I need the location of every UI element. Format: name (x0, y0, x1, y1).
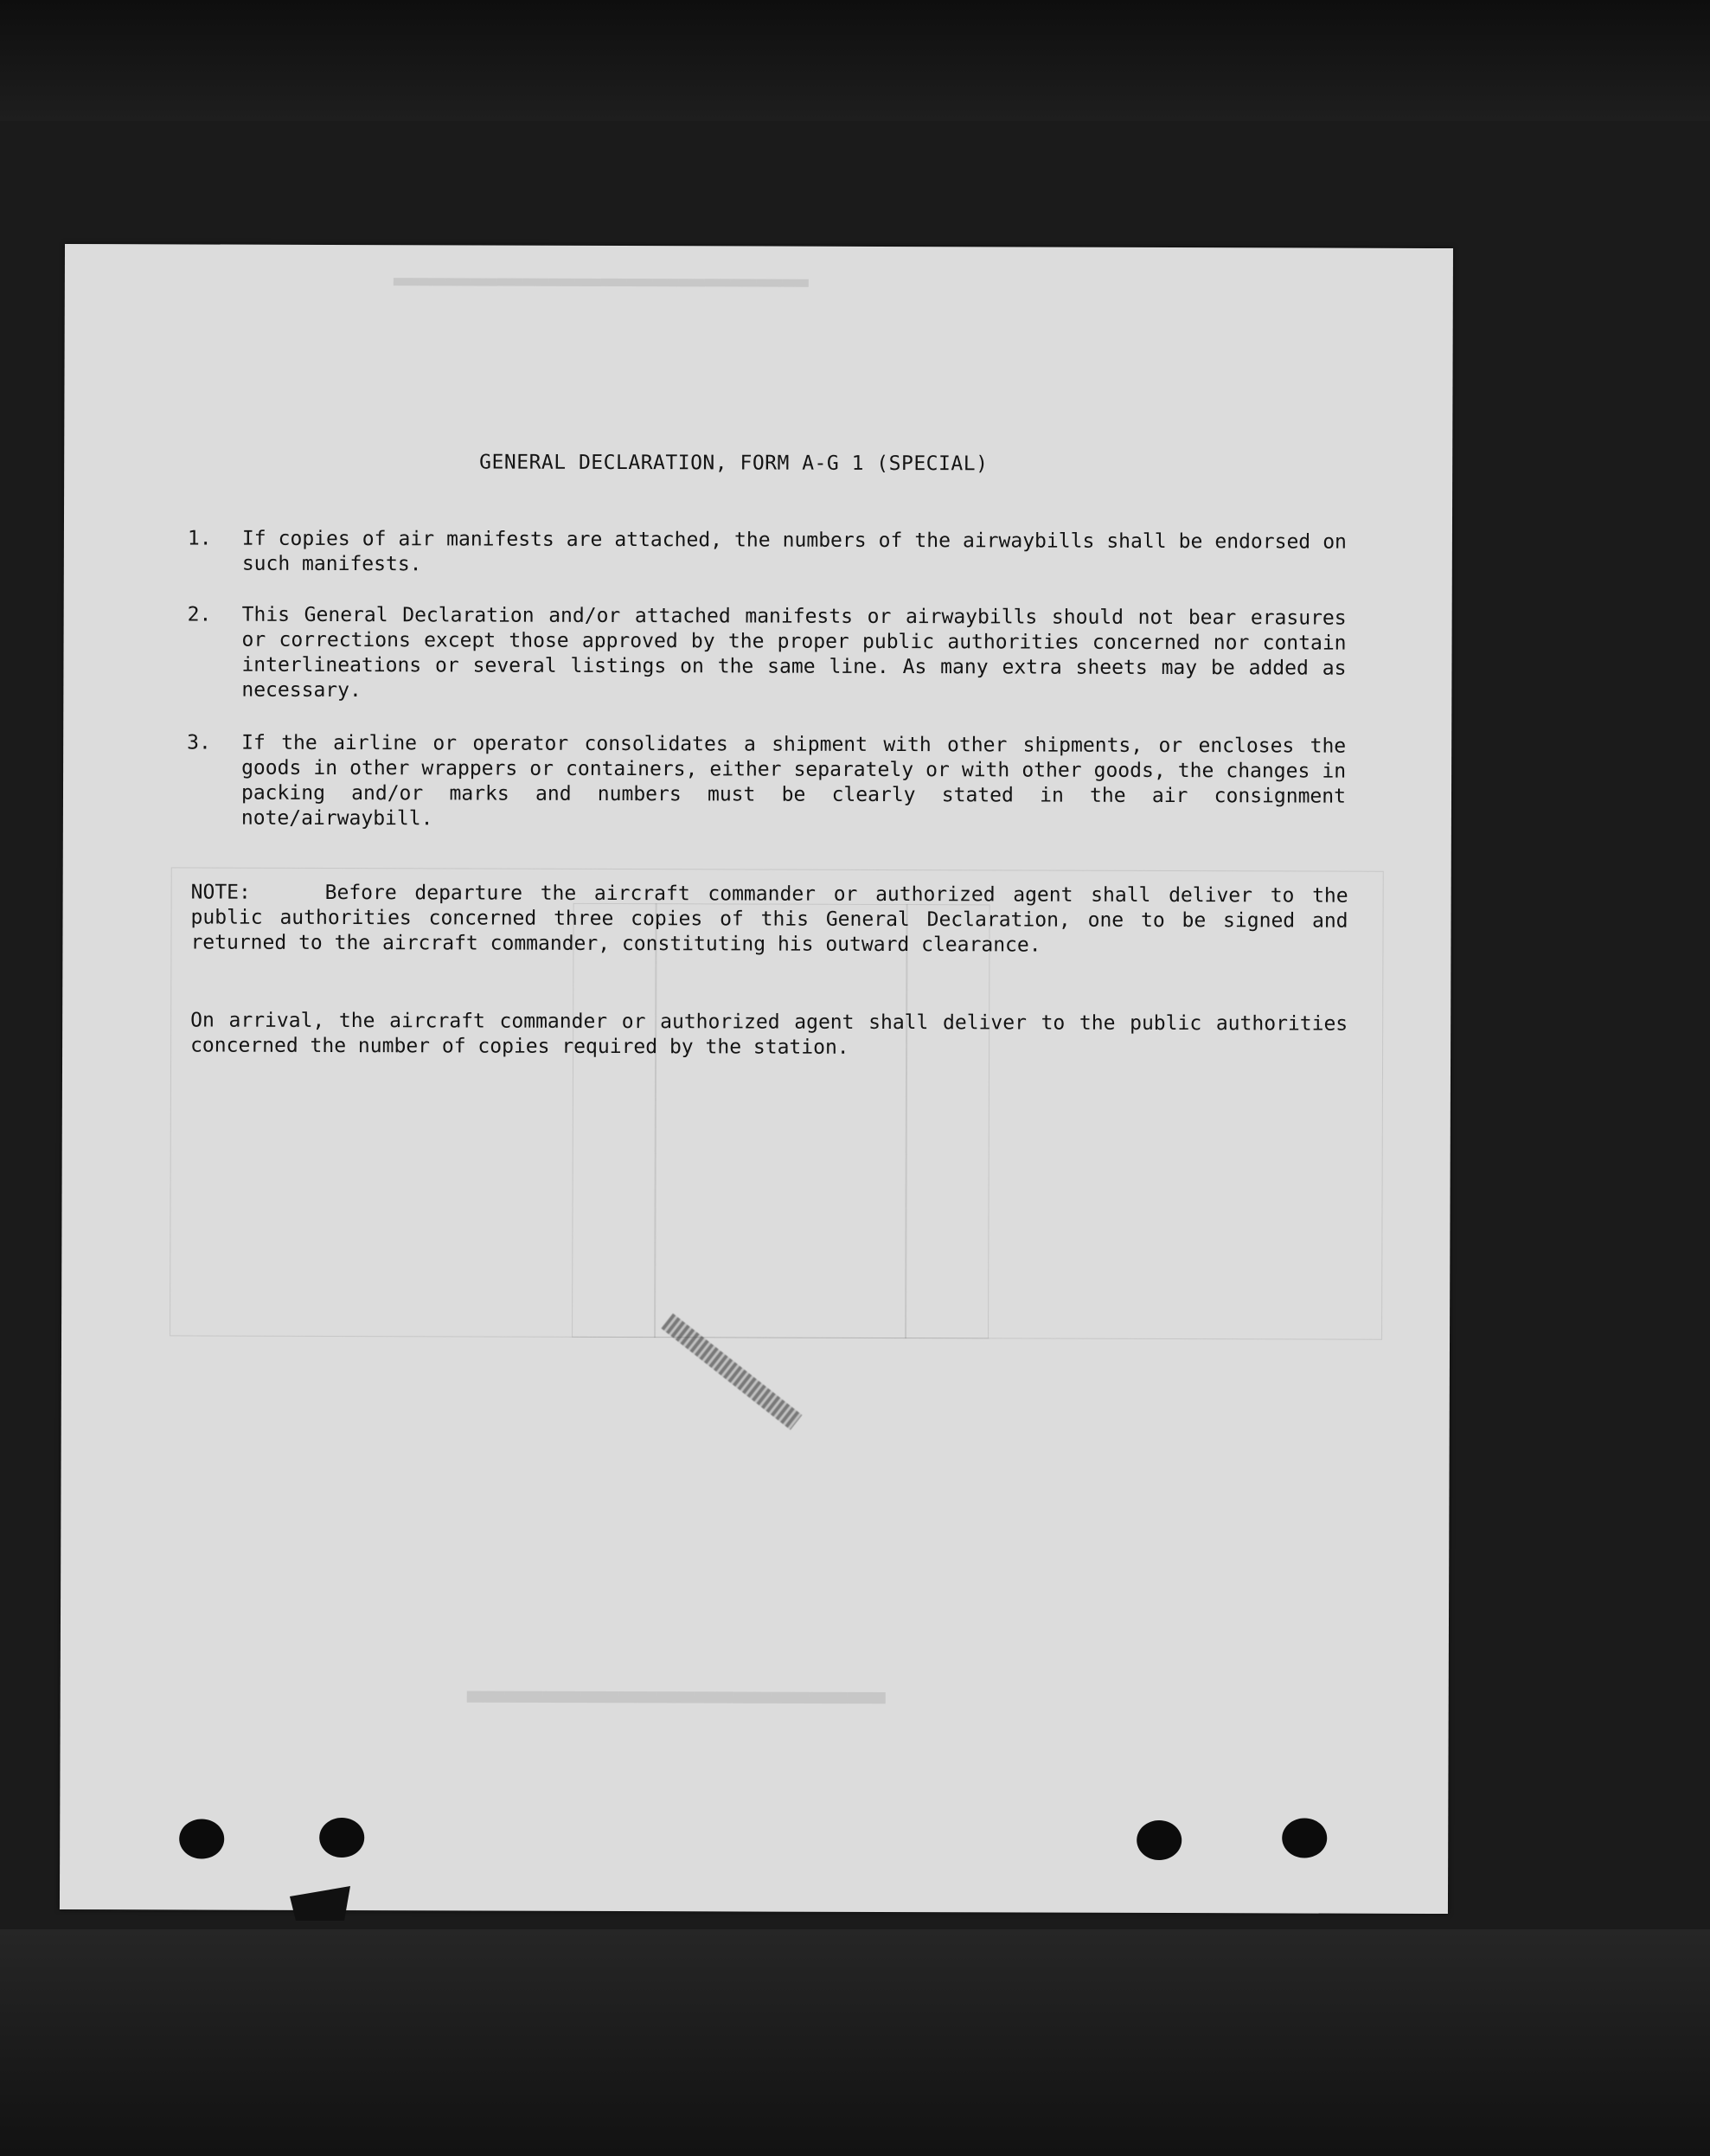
item-number: 3. (187, 731, 211, 754)
film-border-top (0, 0, 1710, 121)
punch-hole-left-1 (179, 1819, 224, 1858)
film-border-bottom (0, 1929, 1710, 2156)
form-title: GENERAL DECLARATION, FORM A-G 1 (SPECIAL) (479, 451, 989, 476)
bleed-through-header: ▬▬▬▬▬▬▬▬▬▬▬▬▬▬▬▬ (393, 272, 809, 302)
arrival-note-text: On arrival, the aircraft commander or authorized agent shall deliver to the public authorities concerned the number of copies required by the station. (190, 1009, 1348, 1059)
punch-hole-left-2 (319, 1818, 364, 1858)
item-number: 2. (187, 603, 212, 626)
item-text: If the airline or operator consolidates a shipment with other shipments, or encloses the goods in other wrappers or containers, either separately or with other goods, the changes in packing and/or marks and numbers must be clearly stated in the air consignment note/airwaybill. (240, 731, 1347, 831)
item-text: If copies of air manifests are attached, the numbers of the airwaybills shall be endorsed on such manifests. (241, 527, 1347, 576)
bleed-through-column-3 (905, 904, 990, 1338)
departure-note (190, 880, 1348, 959)
diagonal-stamp-mark (661, 1313, 802, 1430)
instruction-item-2 (187, 602, 1346, 706)
punch-hole-right-1 (1137, 1820, 1182, 1860)
item-number: 1. (187, 527, 212, 550)
punch-hole-right-2 (1282, 1818, 1327, 1858)
document-sheet (60, 244, 1453, 1914)
note-label: NOTE: (190, 881, 251, 904)
item-text: This General Declaration and/or attached manifests or airwaybills should not bear erasures or corrections except those approved by the proper public authorities concerned nor contain interlineations or several listings on the same line. As many extra sheets may be added as necessary. (241, 603, 1347, 703)
instruction-item-1 (188, 526, 1347, 580)
bleed-through-column-1 (572, 903, 657, 1338)
instruction-item-3 (187, 730, 1346, 834)
arrival-note (190, 1008, 1348, 1062)
bleed-through-column-2 (654, 903, 908, 1338)
departure-note-text: Before departure the aircraft commander or authorized agent shall deliver to the public authorities concerned three copies of this General Declaration, one to be signed and returned to the aircraft commander, constituting his outward clearance. (190, 881, 1348, 957)
bleed-through-heading: ▬▬▬▬▬▬▬▬▬▬▬ (466, 1682, 886, 1726)
